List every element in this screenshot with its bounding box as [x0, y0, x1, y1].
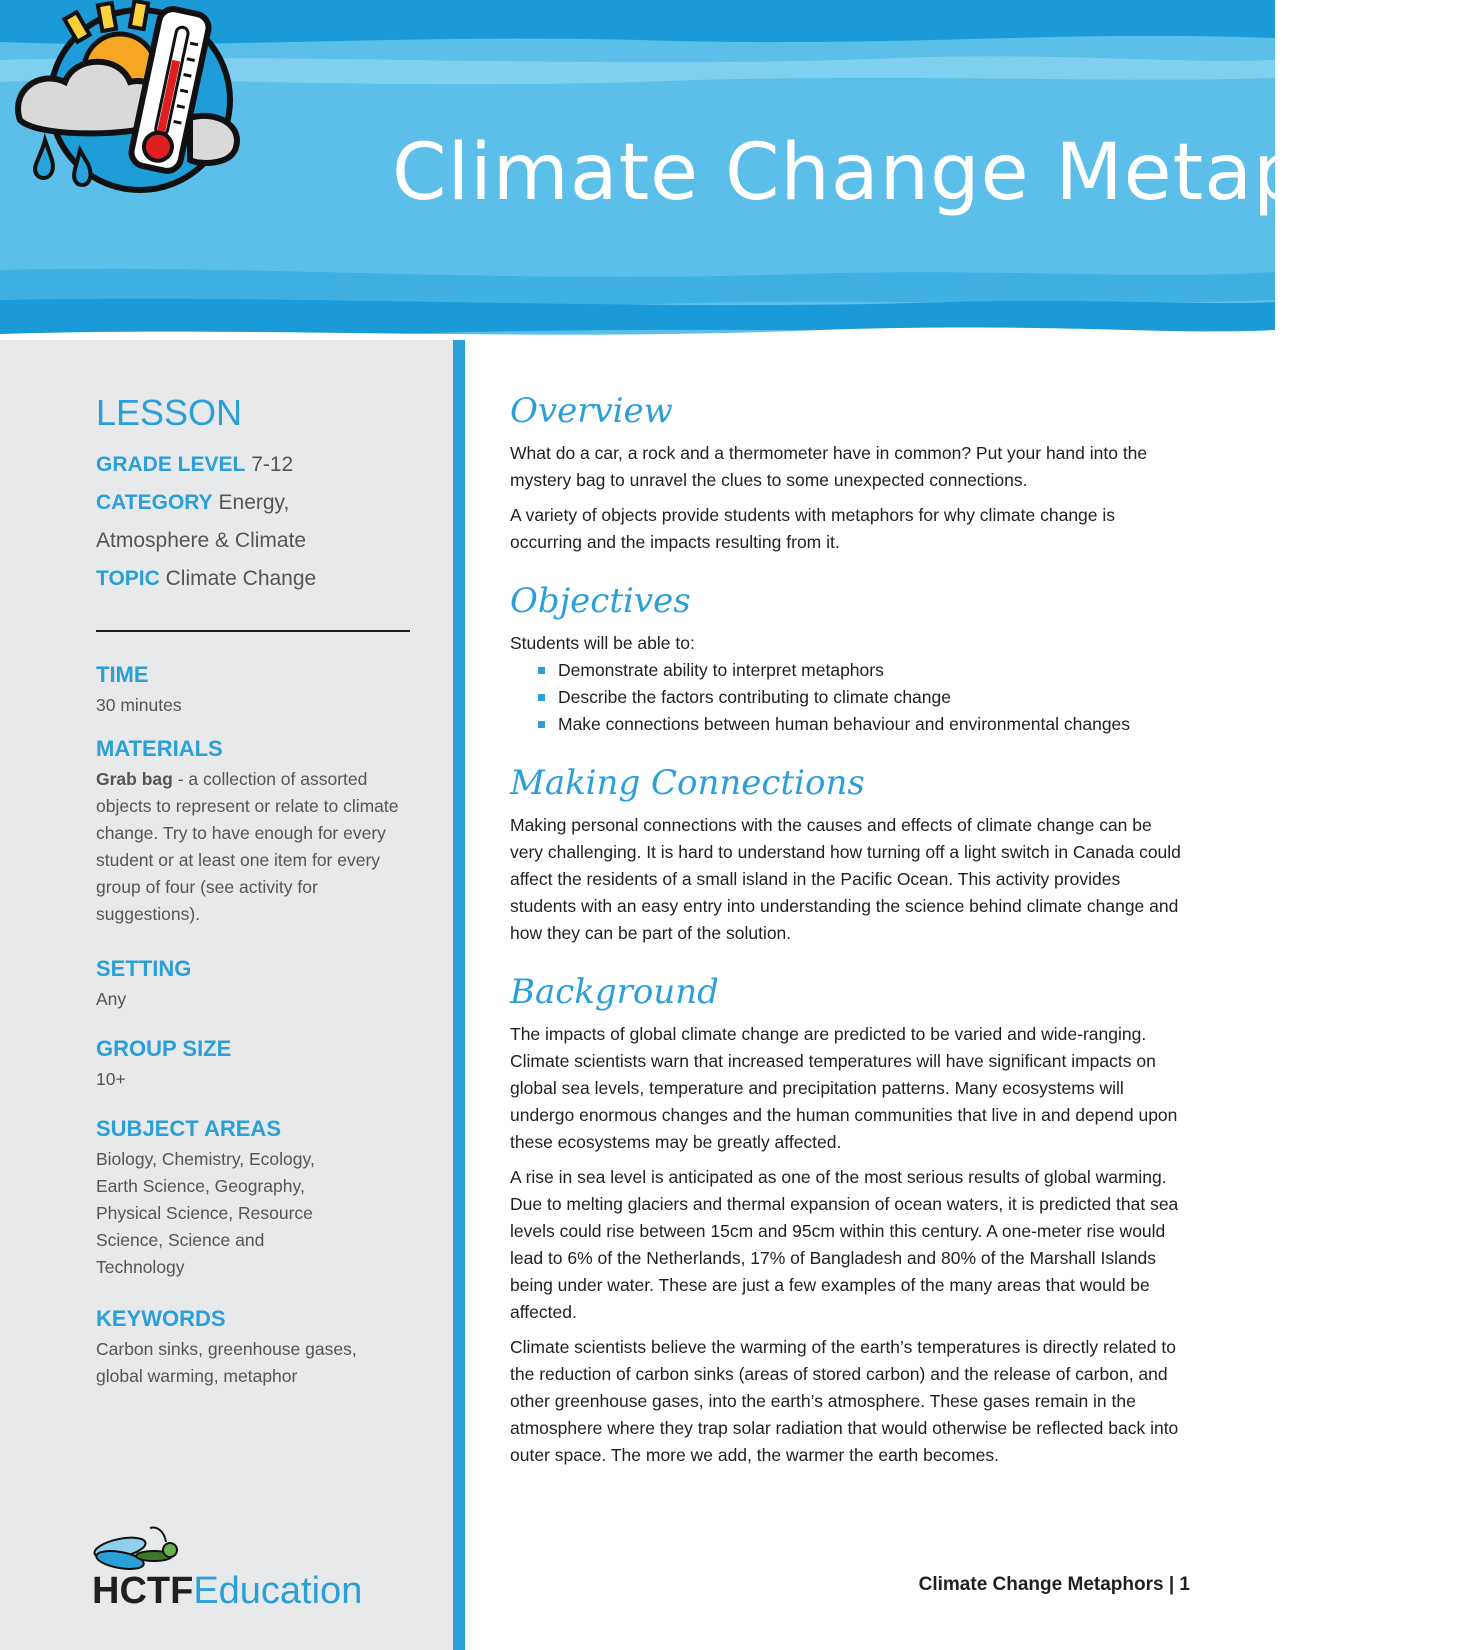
- page-footer: Climate Change Metaphors | 1: [918, 1574, 1190, 1595]
- time-block: [96, 662, 426, 719]
- main-content: [510, 388, 1185, 1491]
- lesson-meta: [96, 446, 426, 598]
- hctf-logo-part2: Education: [193, 1570, 363, 1612]
- category-value: Energy,: [218, 491, 290, 514]
- page-title: Climate Change Metaphors: [392, 128, 1477, 218]
- making-connections-section: [510, 760, 1185, 947]
- list-item: Make connections between human behaviour and environmental changes: [538, 711, 1185, 738]
- grade-level-key: GRADE LEVEL: [96, 453, 246, 476]
- objectives-intro: Students will be able to:: [510, 633, 695, 653]
- sidebar-rule: [96, 630, 410, 632]
- list-item: Describe the factors contributing to climate change: [538, 684, 1185, 711]
- topic-value: Climate Change: [165, 567, 317, 590]
- category-line: [96, 484, 426, 522]
- keywords-heading: KEYWORDS: [96, 1306, 226, 1331]
- background-paragraph-2: A rise in sea level is anticipated as one of the most serious results of global warming. Due to melting glaciers and thermal expansion of ocean waters, it is predicted that sea levels could rise between 15cm and 95cm within this century. A one-meter rise would lead to 6% of the Netherlands, 17% of Bangladesh and 80% of the Marshall Islands being under water. These are just a few examples of the many areas that would be affected.: [510, 1167, 1179, 1322]
- overview-section: [510, 388, 1185, 556]
- topic-key: TOPIC: [96, 567, 160, 590]
- materials-body: - a collection of assorted objects to represent or relate to climate change. Try to have enough for every student or at least one item for every group of four (see activity for suggestions).: [96, 769, 399, 924]
- category-key: CATEGORY: [96, 491, 213, 514]
- making-connections-paragraph: Making personal connections with the causes and effects of climate change can be very challenging. It is hard to understand how turning off a light switch in Canada could affect the residents of a small island in the Pacific Ocean. This activity provides students with an easy entry into understanding the science behind climate change and how they can be part of the solution.: [510, 815, 1181, 943]
- hctf-education-logo: [92, 1570, 362, 1613]
- weather-thermometer-icon: [0, 0, 270, 200]
- header-banner: [0, 0, 1477, 340]
- overview-heading: Overview: [510, 391, 673, 431]
- background-paragraph-3: Climate scientists believe the warming of the earth’s temperatures is directly related to the reduction of carbon sinks (areas of stored carbon) and the release of carbon, and other greenhouse gases, into the earth’s atmosphere. These gases remain in the atmosphere where they trap solar radiation that would otherwise be reflected back into outer space. The more we add, the warmer the earth becomes.: [510, 1337, 1179, 1465]
- objectives-heading: Objectives: [510, 581, 691, 621]
- subject-areas-value: Biology, Chemistry, Ecology, Earth Science, Geography, Physical Science, Resource Science, Science and Technology: [96, 1149, 315, 1277]
- subject-areas-heading: SUBJECT AREAS: [96, 1116, 281, 1141]
- keywords-block: [96, 1306, 426, 1390]
- sidebar-divider: [453, 340, 465, 1650]
- category-line-2: [96, 522, 426, 560]
- group-size-block: [96, 1036, 426, 1093]
- materials-block: [96, 736, 426, 928]
- background-heading: Background: [510, 972, 719, 1012]
- time-heading: TIME: [96, 662, 149, 687]
- lesson-heading: LESSON: [96, 392, 243, 433]
- time-value: 30 minutes: [96, 695, 182, 715]
- materials-bold: Grab bag: [96, 769, 173, 789]
- objectives-section: [510, 578, 1185, 738]
- setting-heading: SETTING: [96, 956, 192, 981]
- keywords-value: Carbon sinks, greenhouse gases, global warming, metaphor: [96, 1339, 357, 1386]
- hctf-logo-part1: HCTF: [92, 1570, 194, 1612]
- setting-value: Any: [96, 989, 127, 1009]
- subject-areas-block: [96, 1116, 426, 1281]
- objectives-list: [510, 657, 1185, 738]
- overview-paragraph-1: What do a car, a rock and a thermometer have in common? Put your hand into the mystery bag to unravel the clues to some unexpected connections.: [510, 443, 1148, 490]
- topic-line: [96, 560, 426, 598]
- grade-level-value: 7-12: [251, 453, 294, 476]
- materials-heading: MATERIALS: [96, 736, 223, 761]
- group-size-value: 10+: [96, 1069, 126, 1089]
- background-section: [510, 969, 1185, 1469]
- setting-block: [96, 956, 426, 1013]
- materials-text: [96, 766, 426, 928]
- group-size-heading: GROUP SIZE: [96, 1036, 232, 1061]
- category-value-2: Atmosphere & Climate: [96, 529, 307, 552]
- background-paragraph-1: The impacts of global climate change are predicted to be varied and wide-ranging. Climate scientists warn that increased temperatures will have significant impacts on global sea levels, temperature and precipitation patterns. Many ecosystems will undergo enormous changes and the human communities that live in and depend upon these ecosystems may be greatly affected.: [510, 1024, 1178, 1152]
- overview-paragraph-2: A variety of objects provide students with metaphors for why climate change is occurring and the impacts resulting from it.: [510, 505, 1116, 552]
- grade-level-line: [96, 446, 426, 484]
- making-connections-heading: Making Connections: [510, 763, 865, 803]
- list-item: Demonstrate ability to interpret metaphors: [538, 657, 1185, 684]
